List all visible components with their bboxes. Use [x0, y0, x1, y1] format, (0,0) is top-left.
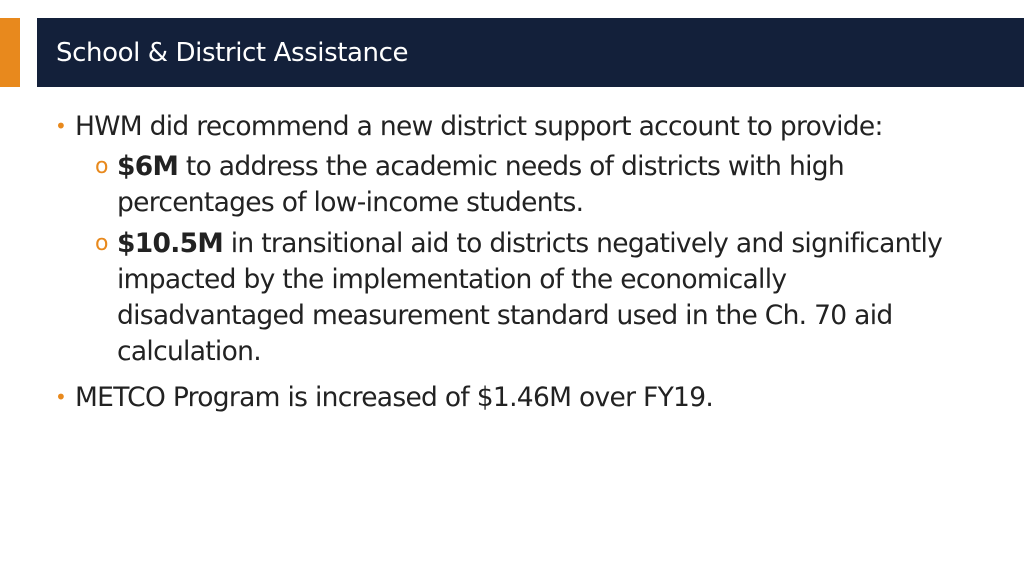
bullet-dot-icon: •: [55, 385, 67, 409]
sub-bullet-item-10-5m: [95, 226, 985, 370]
sub-bullet-text: [117, 226, 985, 370]
bullet-dot-icon: •: [55, 114, 67, 138]
sub-bullet-line: [117, 226, 985, 262]
sub-bullet-line: disadvantaged measurement standard used in the Ch. 70 aid: [117, 300, 893, 331]
bullet-text: METCO Program is increased of $1.46M over FY19.: [75, 382, 714, 413]
bullet-item-district-support: [55, 109, 995, 145]
sub-bullet-circle-icon: o: [95, 231, 108, 256]
sub-bullet-line: [117, 149, 985, 185]
sub-bullet-line-text: to address the academic needs of districts with high: [178, 151, 844, 182]
bullet-text: HWM did recommend a new district support account to provide:: [75, 111, 883, 142]
bullet-item-metco: [55, 380, 995, 416]
amount-highlight: $10.5M: [117, 228, 223, 259]
sub-bullet-item-6m: [95, 149, 985, 221]
sub-bullet-text: [117, 149, 985, 221]
sub-bullet-circle-icon: o: [95, 154, 108, 179]
sub-bullet-line: calculation.: [117, 336, 261, 367]
amount-highlight: $6M: [117, 151, 179, 182]
sub-bullet-line-text: in transitional aid to districts negatively and significantly: [223, 228, 943, 259]
sub-bullet-line: impacted by the implementation of the economically: [117, 264, 787, 295]
sub-bullet-line: percentages of low-income students.: [117, 187, 584, 218]
slide-title: School & District Assistance: [56, 37, 409, 68]
